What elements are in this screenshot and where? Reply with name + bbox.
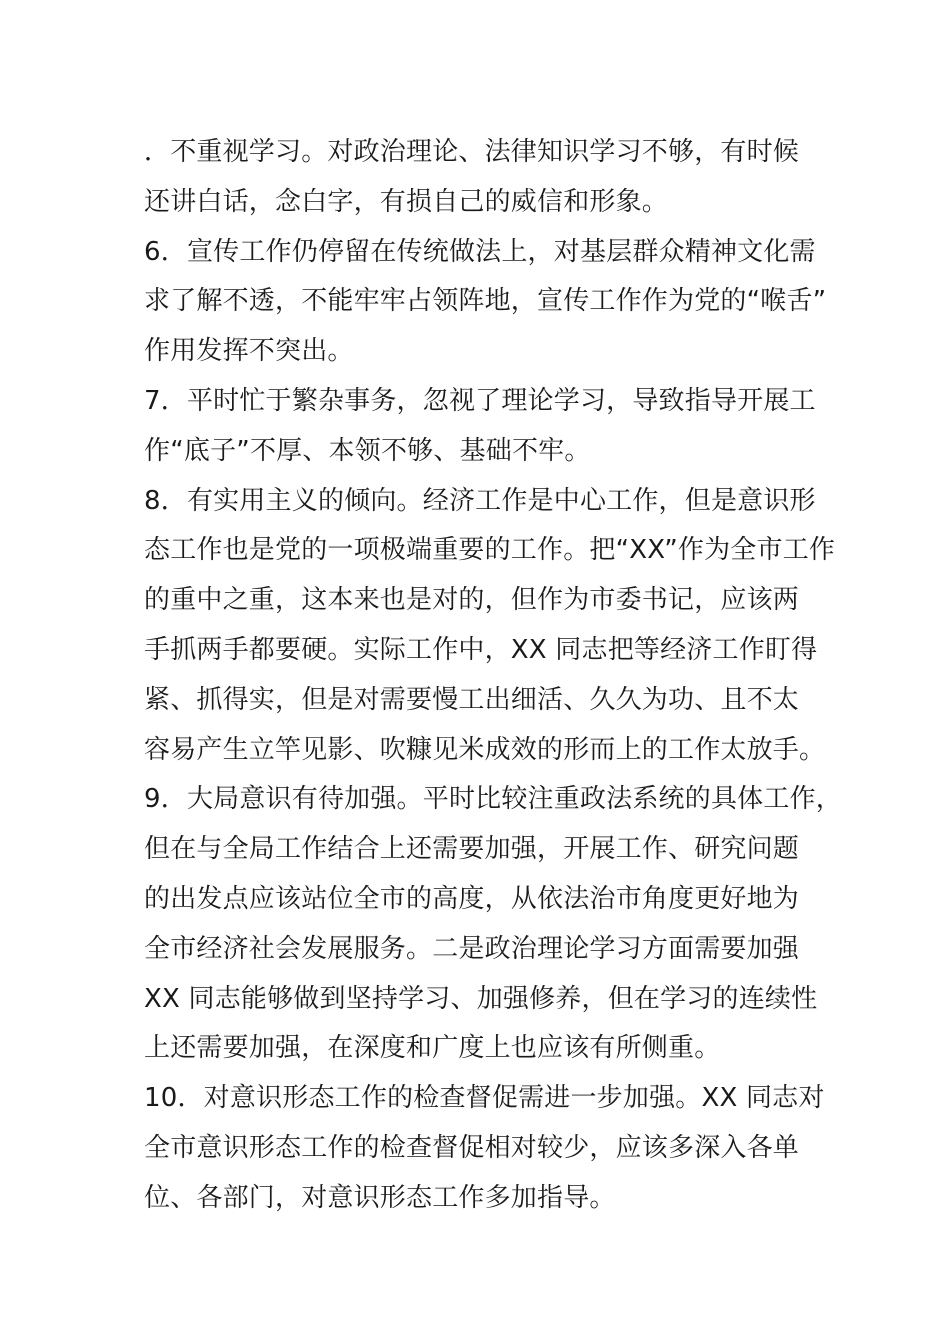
text-line: 6．宣传工作仍停留在传统做法上，对基层群众精神文化需 (144, 236, 816, 267)
text-line: 全市经济社会发展服务。二是政治理论学习方面需要加强 (144, 933, 800, 964)
text-line: 作“底子”不厚、本领不够、基础不牢。 (144, 435, 591, 466)
text-line: 但在与全局工作结合上还需要加强，开展工作、研究问题 (144, 834, 800, 865)
text-line: 紧、抓得实，但是对需要慢工出细活、久久为功、且不太 (144, 684, 800, 715)
text-line: ．不重视学习。对政治理论、法律知识学习不够，有时候 (144, 137, 800, 167)
text-line: 作用发挥不突出。 (144, 336, 354, 367)
text-line: 容易产生立竿见影、吹糠见米成效的形而上的工作太放手。 (144, 734, 826, 765)
text-line: XX 同志能够做到坚持学习、加强修养，但在学习的连续性 (144, 983, 818, 1014)
text-line: 上还需要加强，在深度和广度上也应该有所侧重。 (144, 1033, 721, 1064)
paragraph-8 (144, 477, 834, 776)
text-line: 还讲白话，念白字，有损自己的威信和形象。 (144, 186, 669, 217)
text-line: 的出发点应该站位全市的高度，从依法治市角度更好地为 (144, 883, 800, 914)
text-line: 9．大局意识有待加强。平时比较注重政法系统的具体工作， (144, 784, 842, 815)
text-line: 10．对意识形态工作的检查督促需进一步加强。XX 同志对 (144, 1083, 825, 1114)
paragraph-5 (144, 128, 834, 228)
text-line: 求了解不透，不能牢牢占领阵地，宣传工作作为党的“喉舌” (144, 286, 827, 317)
paragraph-10 (144, 1074, 834, 1223)
text-line: 的重中之重，这本来也是对的，但作为市委书记，应该两 (144, 585, 800, 616)
text-line: 位、各部门，对意识形态工作多加指导。 (144, 1182, 616, 1213)
document-body (144, 128, 842, 1224)
paragraph-6 (144, 228, 834, 377)
text-line: 8．有实用主义的倾向。经济工作是中心工作，但是意识形 (144, 485, 816, 516)
text-line: 手抓两手都要硬。实际工作中，XX 同志把等经济工作盯得 (144, 634, 818, 665)
text-line: 态工作也是党的一项极端重要的工作。把“XX”作为全市工作 (144, 535, 836, 566)
paragraph-7 (144, 377, 834, 477)
text-line: 7．平时忙于繁杂事务，忽视了理论学习，导致指导开展工 (144, 385, 816, 416)
text-line: 全市意识形态工作的检查督促相对较少，应该多深入各单 (144, 1132, 800, 1163)
paragraph-9 (144, 775, 842, 1074)
